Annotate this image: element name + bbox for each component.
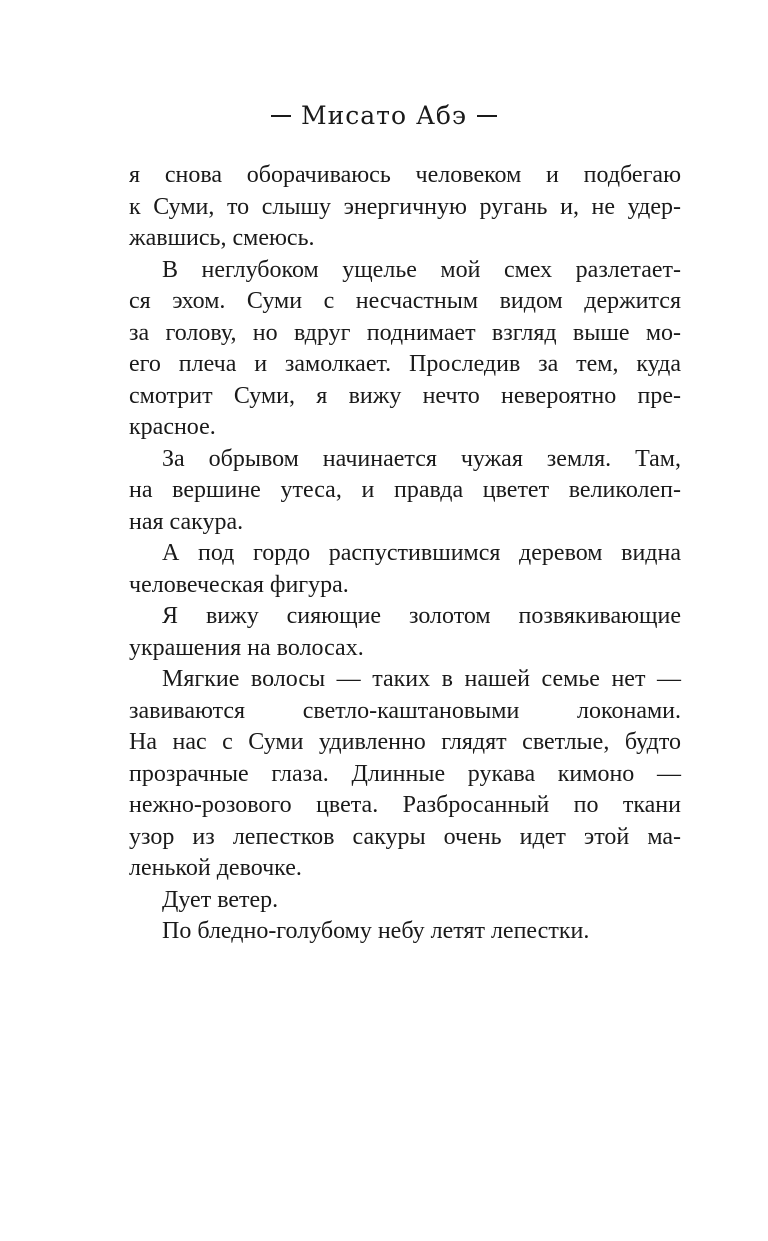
- text-line: А под гордо распустившимся деревом видна: [162, 540, 681, 566]
- text-line: ленькой девочке.: [129, 855, 302, 881]
- text-line: На нас с Суми удивленно глядят светлые, будто: [129, 729, 681, 755]
- text-line: украшения на волосах.: [129, 634, 364, 661]
- paragraph: [129, 538, 681, 601]
- text-line: Я вижу сияющие золотом позвякивающие: [162, 603, 681, 629]
- text-line: Дует ветер.: [162, 886, 279, 913]
- text-line: я снова оборачиваюсь человеком и подбегаю: [129, 162, 681, 188]
- text-line: За обрывом начинается чужая земля. Там,: [162, 445, 681, 472]
- text-line: человеческая фигура.: [129, 571, 349, 598]
- text-line: Мягкие волосы — таких в нашей семье нет —: [162, 666, 681, 692]
- text-line: за голову, но вдруг поднимает взгляд выше мо-: [129, 319, 681, 346]
- header-dash-left: [271, 115, 291, 117]
- text-line: смотрит Суми, я вижу нечто невероятно пре-: [129, 382, 681, 409]
- text-line: красное.: [129, 414, 216, 440]
- paragraph: [129, 664, 681, 885]
- paragraph: [129, 444, 681, 539]
- text-line: завиваются светло-каштановыми локонами.: [129, 697, 681, 724]
- text-line: ся эхом. Суми с несчастным видом держится: [129, 288, 681, 314]
- author-name: Мисато Абэ: [301, 101, 467, 130]
- paragraph: [129, 916, 681, 948]
- paragraph: [129, 160, 681, 255]
- text-line: его плеча и замолкает. Проследив за тем, куда: [129, 351, 681, 377]
- paragraph: [129, 601, 681, 664]
- text-line: ная сакура.: [129, 508, 244, 535]
- text-line: В неглубоком ущелье мой смех разлетает-: [162, 256, 681, 283]
- text-line: По бледно-голубому небу летят лепестки.: [162, 918, 590, 944]
- paragraph: [129, 255, 681, 444]
- text-line: нежно-розового цвета. Разбросанный по ткани: [129, 792, 681, 818]
- text-line: узор из лепестков сакуры очень идет этой ма-: [129, 823, 681, 850]
- header-dash-right: [477, 115, 497, 117]
- text-line: прозрачные глаза. Длинные рукава кимоно —: [129, 760, 681, 787]
- text-line: к Суми, то слышу энергичную ругань и, не удер-: [129, 193, 681, 220]
- text-line: на вершине утеса, и правда цветет великолеп-: [129, 477, 681, 503]
- running-head: [0, 98, 768, 134]
- paragraph: [129, 885, 681, 917]
- body-text: [129, 160, 681, 948]
- text-line: жавшись, смеюсь.: [129, 225, 315, 251]
